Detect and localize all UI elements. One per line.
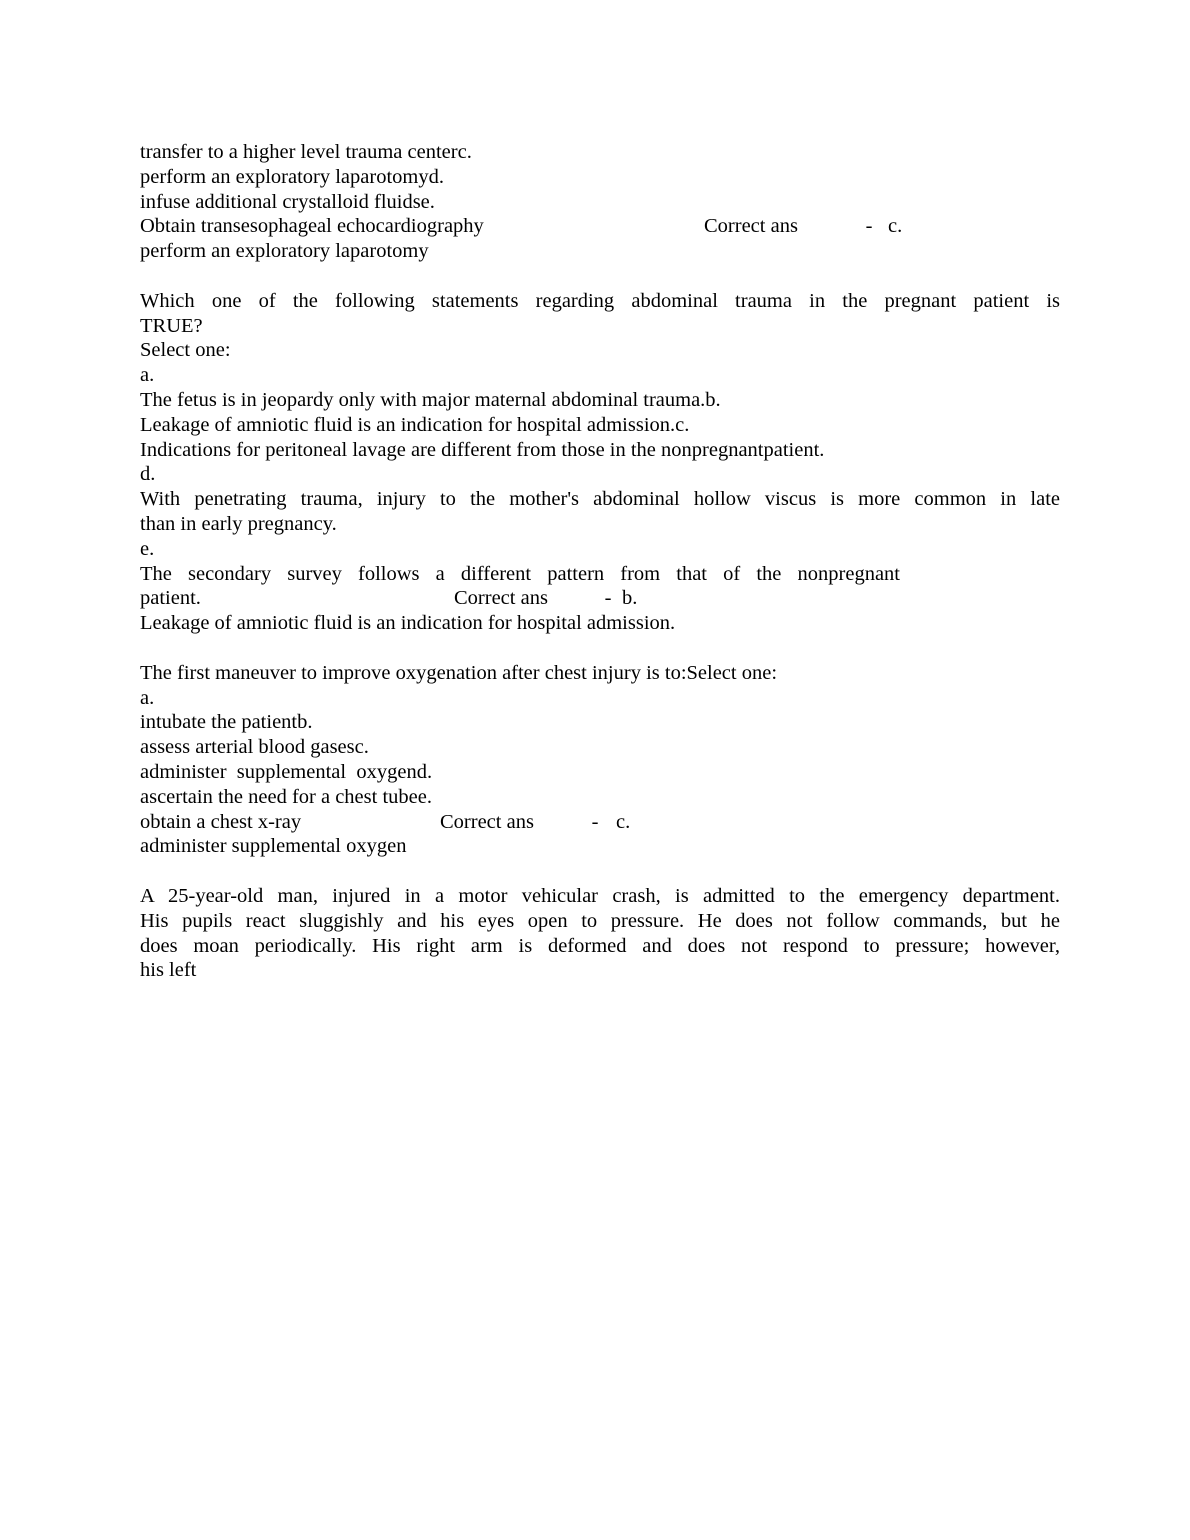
option-line: assess arterial blood gasesc. bbox=[140, 736, 369, 759]
option-line: patient. bbox=[140, 587, 201, 610]
question-2 bbox=[140, 289, 1060, 636]
document-content bbox=[140, 140, 1060, 983]
correct-answer-letter: c. bbox=[888, 215, 903, 238]
question-stem: A 25-year-old man, injured in a motor vehicular crash, is admitted to the emergency department. bbox=[140, 884, 1060, 907]
answer-text: Leakage of amniotic fluid is an indication for hospital admission. bbox=[140, 612, 676, 635]
option-line: The fetus is in jeopardy only with major maternal abdominal trauma.b. bbox=[140, 388, 721, 411]
option-label: a. bbox=[140, 364, 155, 387]
question-stem: TRUE? bbox=[140, 314, 203, 337]
option-e: Obtain transesophageal echocardiography bbox=[140, 215, 484, 238]
correct-answer-label: Correct ans bbox=[440, 810, 534, 833]
question-stem: The first maneuver to improve oxygenation after chest injury is to:Select one: bbox=[140, 661, 778, 684]
correct-answer-label: Correct ans bbox=[454, 587, 548, 610]
correct-answer-label: Correct ans bbox=[704, 215, 798, 238]
question-stem: Which one of the following statements regarding abdominal trauma in the pregnant patient is bbox=[140, 289, 1060, 312]
answer-dash: - bbox=[591, 810, 599, 833]
question-stem: His pupils react sluggishly and his eyes open to pressure. He does not follow commands, but he bbox=[140, 909, 1060, 932]
question-4 bbox=[140, 884, 1060, 983]
option-line: The secondary survey follows a different pattern from that of the nonpregnant bbox=[140, 562, 900, 585]
answer-dash: - bbox=[865, 215, 873, 238]
option-line: than in early pregnancy. bbox=[140, 512, 337, 535]
option-line: transfer to a higher level trauma centerc. bbox=[140, 141, 472, 163]
option-line: Indications for peritoneal lavage are different from those in the nonpregnantpatient. bbox=[140, 438, 825, 461]
question-1 bbox=[140, 140, 1060, 264]
option-line: With penetrating trauma, injury to the mother's abdominal hollow viscus is more common in late bbox=[140, 488, 1060, 511]
option-line: obtain a chest x-ray bbox=[140, 810, 302, 833]
option-line: ascertain the need for a chest tubee. bbox=[140, 785, 432, 808]
select-one-label: Select one: bbox=[140, 339, 231, 362]
correct-answer-row bbox=[140, 810, 1060, 835]
option-label: d. bbox=[140, 463, 156, 486]
correct-answer-row bbox=[140, 214, 1060, 239]
question-3 bbox=[140, 661, 1060, 859]
option-line: Leakage of amniotic fluid is an indication for hospital admission.c. bbox=[140, 413, 690, 436]
answer-text: administer supplemental oxygen bbox=[140, 835, 407, 858]
answer-text: perform an exploratory laparotomy bbox=[140, 240, 429, 263]
answer-dash: - bbox=[604, 587, 612, 610]
correct-answer-letter: c. bbox=[616, 810, 631, 833]
correct-answer-row bbox=[140, 586, 1060, 611]
option-line: intubate the patientb. bbox=[140, 711, 313, 734]
option-label: e. bbox=[140, 537, 155, 560]
question-stem: his left bbox=[140, 959, 197, 982]
option-label: a. bbox=[140, 686, 155, 709]
option-line: infuse additional crystalloid fluidse. bbox=[140, 190, 435, 213]
option-line: administer supplemental oxygend. bbox=[140, 760, 433, 783]
option-line: perform an exploratory laparotomyd. bbox=[140, 165, 444, 188]
correct-answer-letter: b. bbox=[622, 587, 638, 610]
question-stem: does moan periodically. His right arm is deformed and does not respond to pressure; however, bbox=[140, 934, 1060, 957]
